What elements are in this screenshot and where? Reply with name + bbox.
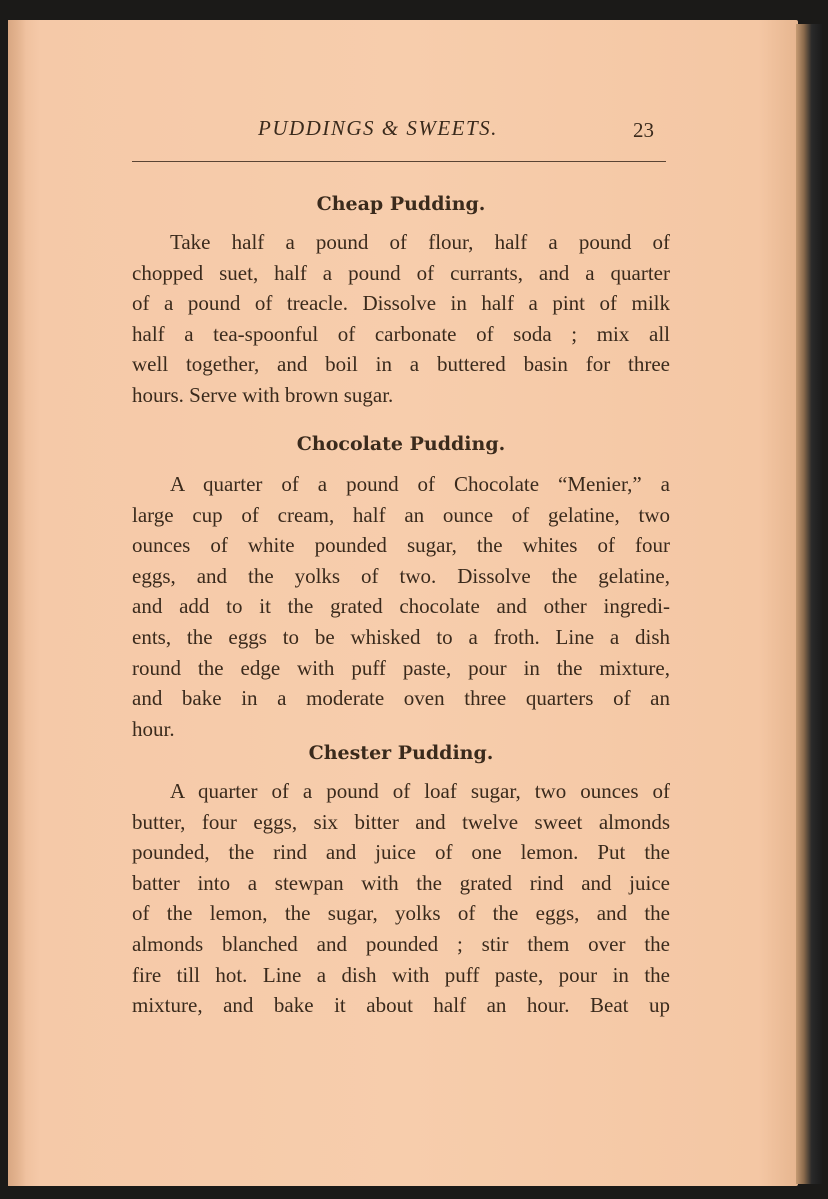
- text-line: batter into a stewpan with the grated rind and juice: [132, 870, 670, 895]
- text-line: A quarter of a pound of Chocolate “Menier,” a: [170, 472, 670, 496]
- text-line: and add to it the grated chocolate and other ingredi-: [132, 594, 670, 619]
- text-line: ounces of white pounded sugar, the whites of four: [132, 533, 670, 558]
- recipe-body: [132, 469, 670, 744]
- text-line: hours. Serve with brown sugar.: [132, 382, 394, 407]
- running-title: PUDDINGS & SWEETS.: [258, 116, 498, 140]
- recipe-title: Cheap Pudding.: [316, 193, 486, 215]
- recipe-body: [132, 227, 670, 411]
- text-line: half a tea-spoonful of carbonate of soda ; mix all: [132, 321, 670, 346]
- text-line: almonds blanched and pounded ; stir them over the: [132, 931, 670, 956]
- text-line: of the lemon, the sugar, yolks of the eggs, and the: [132, 901, 670, 926]
- recipe-title: Chester Pudding.: [308, 742, 494, 764]
- text-line: fire till hot. Line a dish with puff paste, pour in the: [132, 962, 670, 987]
- text-line: eggs, and the yolks of two. Dissolve the gelatine,: [132, 563, 670, 588]
- text-line: chopped suet, half a pound of currants, and a quarter: [132, 260, 670, 285]
- text-line: large cup of cream, half an ounce of gelatine, two: [132, 502, 670, 527]
- page-gutter: [8, 20, 26, 1186]
- text-line: pounded, the rind and juice of one lemon. Put the: [132, 840, 670, 865]
- text-line: hour.: [132, 716, 175, 741]
- text-line: and bake in a moderate oven three quarters of an: [132, 686, 670, 711]
- text-line: round the edge with puff paste, pour in the mixture,: [132, 655, 670, 680]
- book-binding-edge: [796, 24, 822, 1184]
- text-line: well together, and boil in a buttered basin for three: [132, 352, 670, 377]
- text-line: mixture, and bake it about half an hour. Beat up: [132, 993, 670, 1018]
- text-line: Take half a pound of flour, half a pound of: [170, 230, 670, 254]
- header-rule: [132, 161, 666, 162]
- text-line: A quarter of a pound of loaf sugar, two ounces of: [170, 779, 670, 803]
- recipe-title: Chocolate Pudding.: [296, 433, 506, 455]
- text-line: ents, the eggs to be whisked to a froth. Line a dish: [132, 624, 670, 649]
- text-line: of a pound of treacle. Dissolve in half a pint of milk: [132, 291, 670, 316]
- page-number: 23: [633, 118, 654, 142]
- text-line: butter, four eggs, six bitter and twelve sweet almonds: [132, 809, 670, 834]
- recipe-body: [132, 776, 670, 1021]
